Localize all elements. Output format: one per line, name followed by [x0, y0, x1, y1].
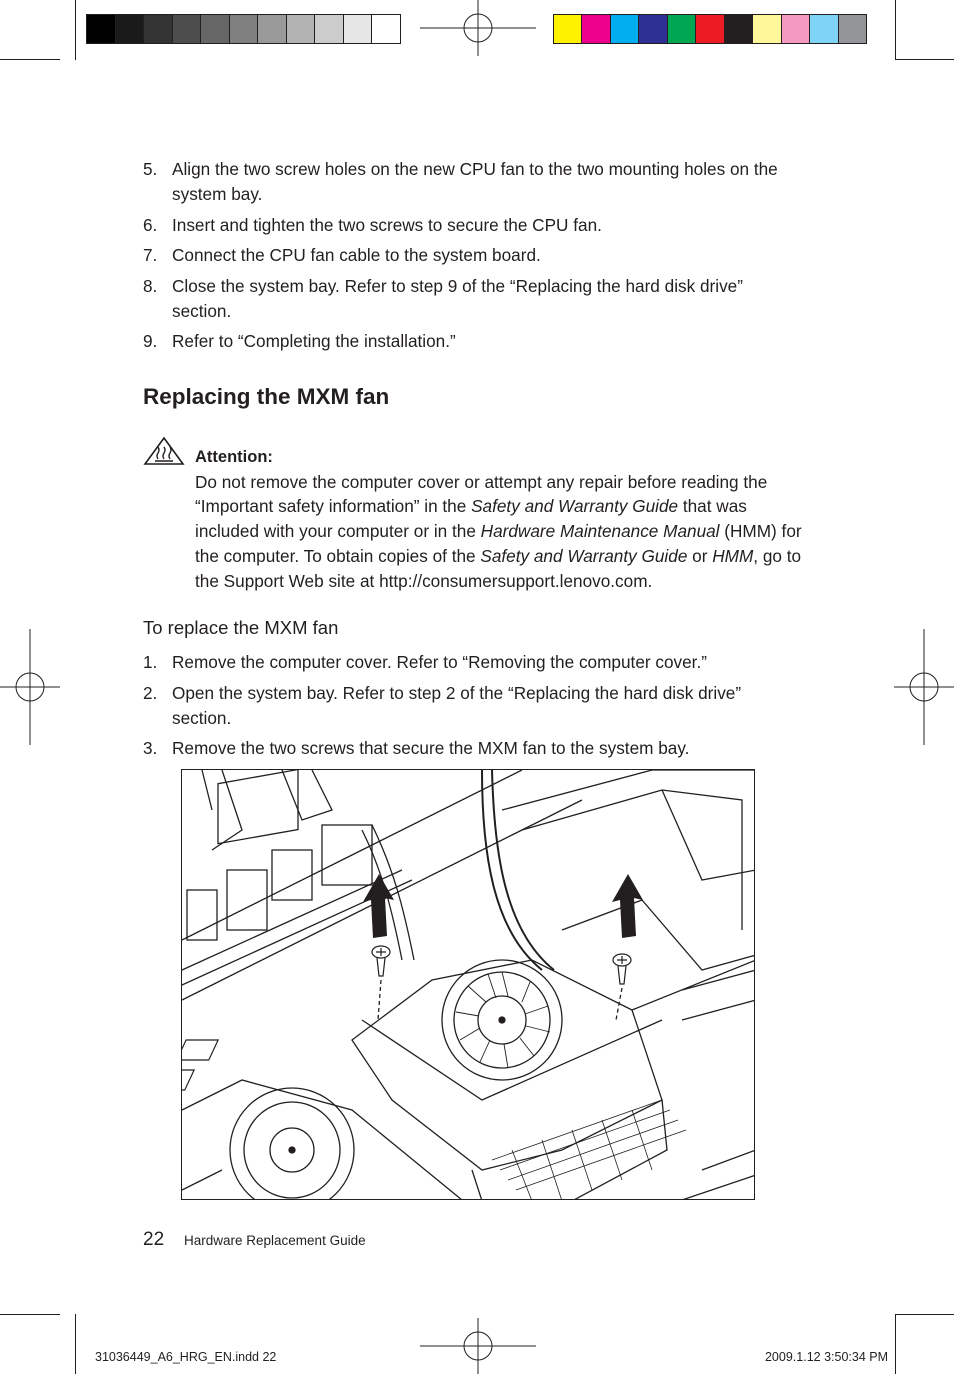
color-swatch [201, 15, 230, 43]
hot-surface-warning-icon [143, 436, 185, 466]
color-swatch [287, 15, 316, 43]
steps-list-continued [143, 157, 803, 360]
attention-notice [195, 445, 805, 593]
color-swatch [554, 15, 582, 43]
process-color-bar [553, 14, 867, 44]
step-text: Open the system bay. Refer to step 2 of the “Replacing the hard disk drive” section. [172, 682, 742, 728]
color-swatch [839, 15, 866, 43]
step-item [143, 213, 803, 238]
step-item [143, 243, 803, 268]
color-swatch [582, 15, 610, 43]
step-item [143, 681, 803, 731]
color-swatch [372, 15, 400, 43]
color-swatch [696, 15, 724, 43]
step-text: Insert and tighten the two screws to secure the CPU fan. [172, 214, 602, 235]
step-text: Remove the two screws that secure the MXM fan to the system bay. [172, 738, 690, 758]
color-swatch [344, 15, 373, 43]
footer-guide-title: Hardware Replacement Guide [184, 1233, 366, 1248]
slug-timestamp: 2009.1.12 3:50:34 PM [764, 1350, 888, 1364]
color-swatch [230, 15, 259, 43]
attention-text: Do not remove the computer cover or attempt any repair before reading the “Important safety information” in the Safety and Warranty Guide that was included with your computer or in the Hardware Maintenance Manual (HMM) for the computer. To obtain copies of the Safety and Warranty Guide or HMM, go to the Support Web site at http://consumersupport.lenovo.com. [195, 471, 802, 591]
color-swatch [753, 15, 781, 43]
step-number: 5. [143, 159, 158, 179]
step-item [143, 157, 803, 207]
color-swatch [258, 15, 287, 43]
grayscale-color-bar [86, 14, 401, 44]
step-item [143, 274, 803, 324]
mxm-fan-removal-illustration [181, 769, 755, 1200]
step-item [143, 650, 803, 675]
registration-mark-top [420, 0, 536, 56]
color-swatch [87, 15, 116, 43]
page-number: 22 [143, 1229, 165, 1250]
step-number: 6. [143, 214, 158, 235]
step-number: 2. [143, 682, 158, 703]
step-text: Align the two screw holes on the new CPU fan to the two mounting holes on the system bay. [172, 159, 778, 204]
section-title: Replacing the MXM fan [143, 384, 390, 409]
color-swatch [116, 15, 145, 43]
color-swatch [173, 15, 202, 43]
step-number: 3. [143, 738, 158, 758]
step-number: 8. [143, 275, 158, 296]
color-swatch [611, 15, 639, 43]
step-number: 9. [143, 331, 158, 351]
step-number: 1. [143, 652, 158, 672]
slug-filename: 31036449_A6_HRG_EN.indd 22 [95, 1350, 277, 1364]
step-text: Remove the computer cover. Refer to “Removing the computer cover.” [172, 652, 707, 672]
color-swatch [782, 15, 810, 43]
step-text: Refer to “Completing the installation.” [172, 331, 456, 351]
step-item [143, 736, 803, 761]
color-swatch [144, 15, 173, 43]
step-text: Connect the CPU fan cable to the system board. [172, 245, 541, 265]
registration-mark-left [0, 629, 60, 745]
registration-mark-right [894, 629, 954, 745]
color-swatch [639, 15, 667, 43]
step-text: Close the system bay. Refer to step 9 of the “Replacing the hard disk drive” section. [172, 275, 743, 321]
step-item [143, 329, 803, 354]
registration-mark-bottom [420, 1318, 536, 1374]
step-number: 7. [143, 245, 158, 265]
steps-list-procedure [143, 650, 803, 767]
color-swatch [725, 15, 753, 43]
subsection-title: To replace the MXM fan [143, 617, 339, 638]
color-swatch [810, 15, 838, 43]
color-swatch [315, 15, 344, 43]
color-swatch [668, 15, 696, 43]
attention-label: Attention: [195, 448, 273, 466]
